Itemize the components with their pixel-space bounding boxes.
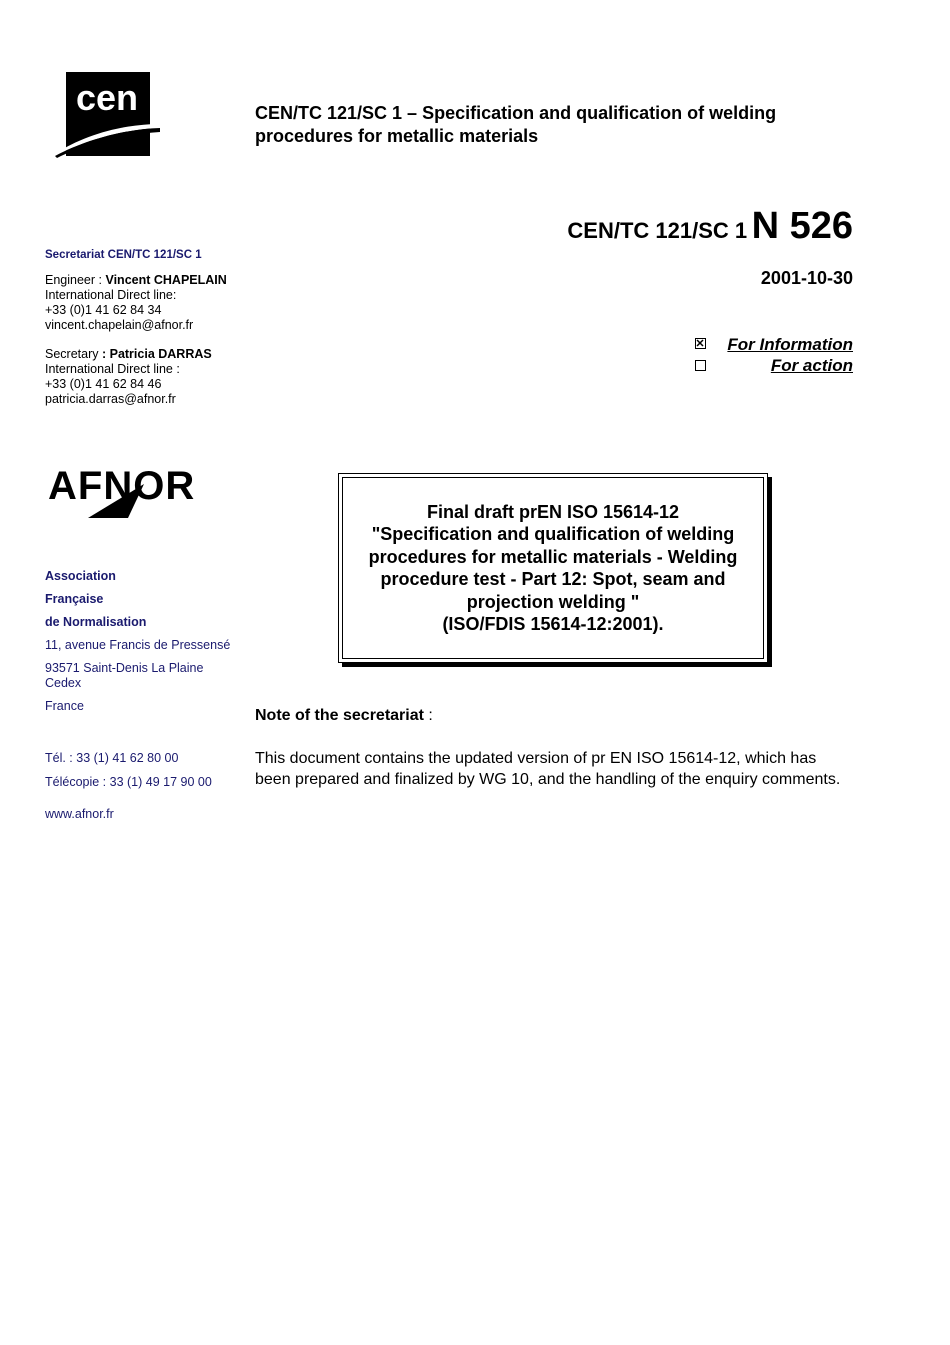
for-information-label: For Information xyxy=(727,335,853,354)
afnor-name-line1: Association xyxy=(45,569,116,583)
afnor-city: 93571 Saint-Denis La Plaine Cedex xyxy=(45,661,204,690)
secretary-phone: +33 (0)1 41 62 84 46 xyxy=(45,377,162,391)
engineer-line-label: International Direct line: xyxy=(45,288,177,302)
for-action-checkbox[interactable] xyxy=(695,360,706,371)
afnor-country: France xyxy=(45,699,84,713)
document-title-content xyxy=(342,477,764,659)
note-heading xyxy=(255,707,433,725)
afnor-street: 11, avenue Francis de Pressensé xyxy=(45,638,231,652)
afnor-tel: Tél. : 33 (1) 41 62 80 00 xyxy=(45,751,179,765)
header-title: CEN/TC 121/SC 1 – Specification and qualification of welding procedures for metallic materials xyxy=(255,103,777,146)
document-number-value: N 526 xyxy=(751,205,853,247)
secretariat-label: Secretariat CEN/TC 121/SC 1 xyxy=(45,249,202,261)
document-title-box xyxy=(338,473,768,663)
afnor-address xyxy=(45,569,240,722)
title-line-draft: Final draft prEN ISO 15614-12 xyxy=(426,501,680,522)
afnor-fax: Télécopie : 33 (1) 49 17 90 00 xyxy=(45,775,212,789)
afnor-logo-text: AFNOR xyxy=(48,464,196,508)
afnor-logo xyxy=(48,462,203,520)
note-heading-suffix: : xyxy=(423,707,433,724)
cen-logo-text: cen xyxy=(75,77,139,118)
document-date: 2001-10-30 xyxy=(760,268,853,288)
secretary-contact xyxy=(45,347,212,407)
engineer-contact xyxy=(45,273,227,333)
afnor-contact xyxy=(45,751,212,799)
committee-prefix: CEN/TC 121/SC 1 xyxy=(567,218,748,243)
title-line-name: "Specification and qualification of welding procedures for metallic materials - Welding procedure test - Part 12: Spot, seam and projection welding " xyxy=(368,524,738,612)
engineer-role: Engineer : xyxy=(45,273,106,287)
note-body: This document contains the updated version of pr EN ISO 15614-12, which has been prepared and finalized by WG 10, and the handling of the enquiry comments. xyxy=(255,750,841,788)
afnor-website[interactable]: www.afnor.fr xyxy=(45,807,114,821)
secretary-email[interactable]: patricia.darras@afnor.fr xyxy=(45,392,176,406)
secretary-role: Secretary xyxy=(45,347,102,361)
note-heading-text: Note of the secretariat xyxy=(255,707,424,724)
engineer-name: Vincent CHAPELAIN xyxy=(105,273,227,287)
afnor-name-line3: de Normalisation xyxy=(45,615,147,629)
engineer-phone: +33 (0)1 41 62 84 34 xyxy=(45,303,162,317)
cen-logo xyxy=(55,72,160,158)
afnor-name-line2: Française xyxy=(45,592,104,606)
secretary-name: : Patricia DARRAS xyxy=(101,347,212,361)
secretary-line-label: International Direct line : xyxy=(45,362,180,376)
checked-x-icon xyxy=(696,339,704,347)
engineer-email[interactable]: vincent.chapelain@afnor.fr xyxy=(45,318,194,332)
for-information-checkbox[interactable] xyxy=(695,338,706,349)
for-action-label: For action xyxy=(770,356,853,375)
title-line-reference: (ISO/FDIS 15614-12:2001). xyxy=(442,614,664,634)
document-number xyxy=(567,205,853,248)
